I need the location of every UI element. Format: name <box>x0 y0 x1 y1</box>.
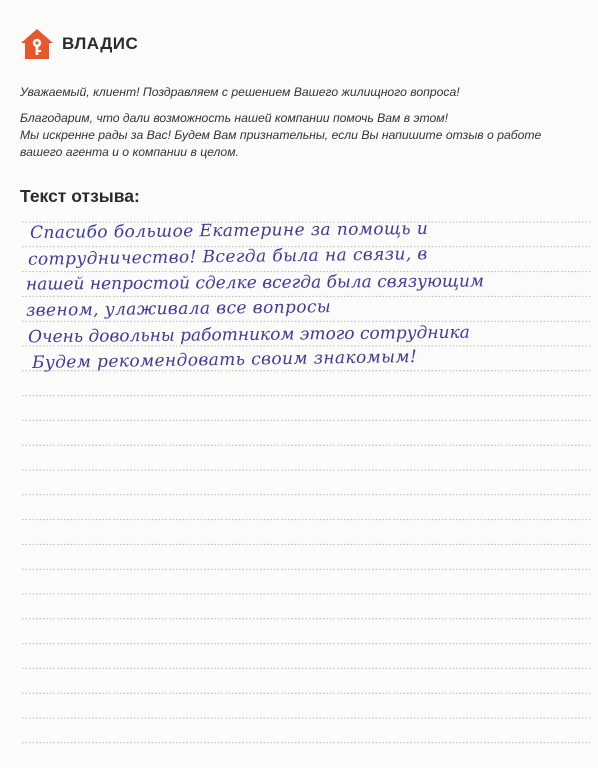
brand-logo <box>20 28 138 60</box>
handwritten-line: Спасибо большое Екатерине за помощь и <box>29 218 429 244</box>
handwritten-line: Очень довольны работником этого сотрудника <box>27 322 470 348</box>
greeting-text: Уважаемый, клиент! Поздравляем с решением Вашего жилищного вопроса! <box>20 85 460 99</box>
thanks-line-3: вашего агента и о компании в целом. <box>20 145 239 159</box>
thanks-paragraph <box>20 110 580 161</box>
handwritten-line: звеном, улаживала все вопросы <box>25 297 332 321</box>
handwritten-line: сотрудничество! Всегда была на связи, в <box>27 244 428 270</box>
review-heading: Текст отзыва: <box>20 186 140 206</box>
thanks-line-1: Благодарим, что дали возможность нашей компании помочь Вам в этом! <box>20 111 449 125</box>
handwritten-line: Будем рекомендовать своим знакомым! <box>31 346 418 374</box>
brand-name: ВЛАДИС <box>62 34 139 53</box>
thanks-line-2: Мы искренне рады за Вас! Будем Вам признательны, если Вы напишите отзыв о работе <box>20 128 542 142</box>
handwritten-line: нашей непростой сделке всегда была связующим <box>25 271 485 295</box>
house-key-icon <box>20 28 54 60</box>
